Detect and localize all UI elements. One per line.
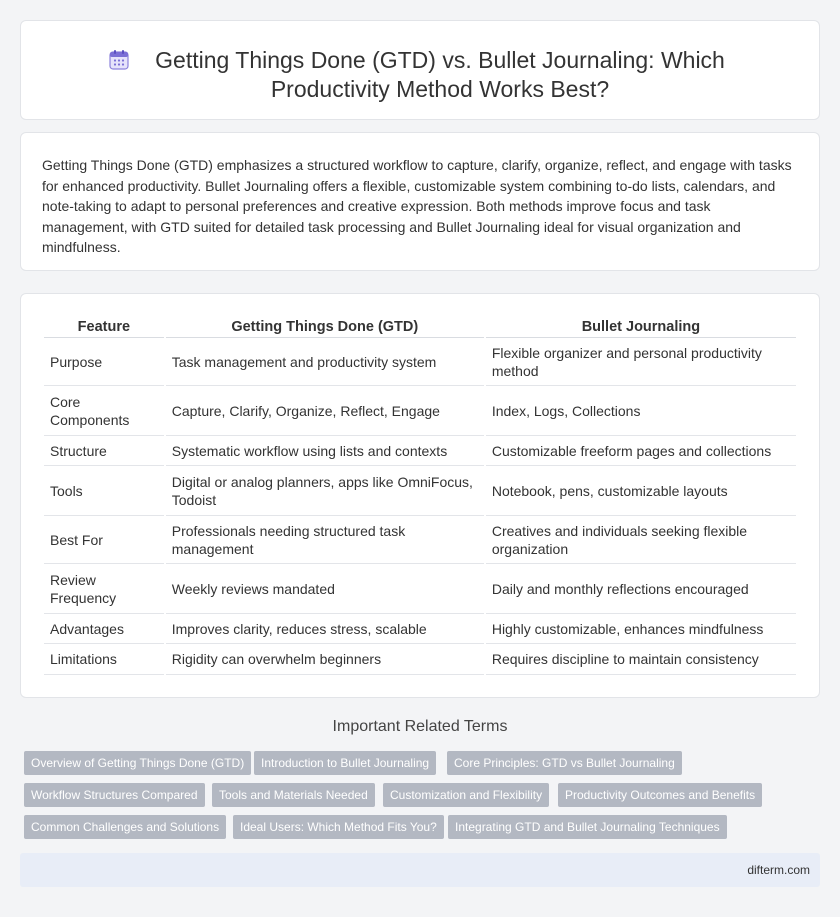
- footer-bar: [20, 853, 820, 887]
- table-header-row: [44, 314, 796, 338]
- related-term-tag[interactable]: Tools and Materials Needed: [212, 783, 375, 807]
- related-term-tag[interactable]: Common Challenges and Solutions: [24, 815, 226, 839]
- table-row: [44, 564, 796, 614]
- gtd-cell: Rigidity can overwhelm beginners: [166, 644, 484, 675]
- feature-cell: Limitations: [44, 644, 164, 675]
- feature-cell: Best For: [44, 516, 164, 564]
- intro-card: [20, 132, 820, 271]
- table-row: [44, 644, 796, 675]
- related-term-tag[interactable]: Overview of Getting Things Done (GTD): [24, 751, 251, 775]
- bullet-journaling-cell: Requires discipline to maintain consistency: [486, 644, 796, 675]
- related-term-tag[interactable]: Productivity Outcomes and Benefits: [558, 783, 762, 807]
- table-row: [44, 386, 796, 436]
- gtd-cell: Capture, Clarify, Organize, Reflect, Engage: [166, 386, 484, 436]
- footer-site-name[interactable]: difterm.com: [747, 863, 810, 877]
- feature-cell: Structure: [44, 436, 164, 466]
- feature-cell: Advantages: [44, 614, 164, 644]
- gtd-cell: Weekly reviews mandated: [166, 564, 484, 614]
- related-term-tag[interactable]: Workflow Structures Compared: [24, 783, 205, 807]
- table-row: [44, 466, 796, 516]
- related-term-tag[interactable]: Integrating GTD and Bullet Journaling Techniques: [448, 815, 727, 839]
- bullet-journaling-cell: Index, Logs, Collections: [486, 386, 796, 436]
- bullet-journaling-cell: Notebook, pens, customizable layouts: [486, 466, 796, 516]
- intro-paragraph: Getting Things Done (GTD) emphasizes a structured workflow to capture, clarify, organize, reflect, and engage with tasks for enhanced productivity. Bullet Journaling offers a flexible, customizable system combining to-do lists, calendars, and note-taking to adapt to personal preferences and creative expression. Both methods improve focus and task management, with GTD suited for detailed task processing and Bullet Journaling ideal for visual organization and mindfulness.: [42, 157, 792, 256]
- bullet-journaling-cell: Daily and monthly reflections encouraged: [486, 564, 796, 614]
- comparison-table-card: [20, 293, 820, 698]
- column-header-feature: Feature: [44, 314, 164, 338]
- feature-cell: Review Frequency: [44, 564, 164, 614]
- table-row: [44, 614, 796, 644]
- gtd-cell: Systematic workflow using lists and contexts: [166, 436, 484, 466]
- feature-cell: Tools: [44, 466, 164, 516]
- gtd-cell: Task management and productivity system: [166, 338, 484, 386]
- comparison-table: [42, 314, 798, 675]
- table-row: [44, 516, 796, 564]
- table-row: [44, 436, 796, 466]
- feature-cell: Core Components: [44, 386, 164, 436]
- column-header-bullet-journaling: Bullet Journaling: [486, 314, 796, 338]
- column-header-gtd: Getting Things Done (GTD): [166, 314, 484, 338]
- related-term-tag[interactable]: Ideal Users: Which Method Fits You?: [233, 815, 444, 839]
- related-term-tag[interactable]: Introduction to Bullet Journaling: [254, 751, 436, 775]
- page-title: Getting Things Done (GTD) vs. Bullet Journaling: Which Productivity Method Works Best?: [155, 47, 725, 102]
- bullet-journaling-cell: Flexible organizer and personal productivity method: [486, 338, 796, 386]
- related-term-tag[interactable]: Customization and Flexibility: [383, 783, 549, 807]
- bullet-journaling-cell: Highly customizable, enhances mindfulness: [486, 614, 796, 644]
- related-term-tag[interactable]: Core Principles: GTD vs Bullet Journaling: [447, 751, 682, 775]
- title-card: [20, 20, 820, 120]
- table-row: [44, 338, 796, 386]
- bullet-journaling-cell: Creatives and individuals seeking flexible organization: [486, 516, 796, 564]
- feature-cell: Purpose: [44, 338, 164, 386]
- gtd-cell: Improves clarity, reduces stress, scalable: [166, 614, 484, 644]
- related-terms-heading: Important Related Terms: [332, 718, 508, 735]
- gtd-cell: Professionals needing structured task management: [166, 516, 484, 564]
- bullet-journaling-cell: Customizable freeform pages and collections: [486, 436, 796, 466]
- gtd-cell: Digital or analog planners, apps like OmniFocus, Todoist: [166, 466, 484, 516]
